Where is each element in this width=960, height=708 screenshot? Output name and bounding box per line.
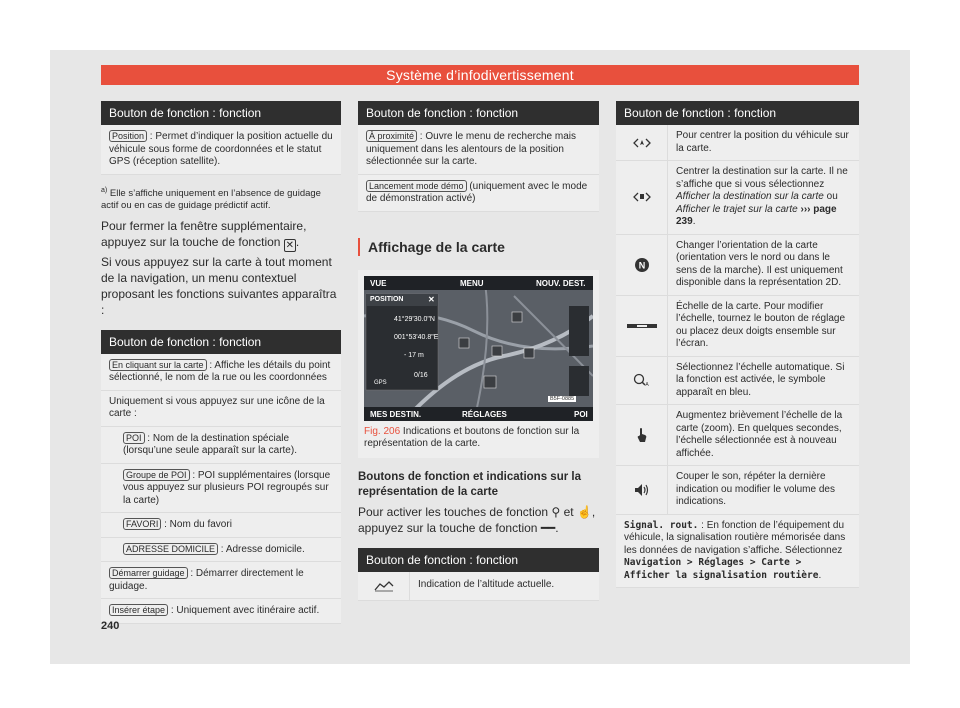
settings-button: RÉGLAGES <box>462 409 507 419</box>
paragraph-text: et <box>563 504 574 519</box>
menu-button: MENU <box>460 278 484 288</box>
table-header: Bouton de fonction : fonction <box>101 330 341 354</box>
table-row <box>358 175 599 212</box>
paragraph-text: Pour fermer la fenêtre supplémentaire, appuyez sur la touche de fonction <box>101 218 307 249</box>
longitude: 001°53'40.8"E <box>394 333 439 341</box>
table-header: Bouton de fonction : fonction <box>358 548 599 572</box>
row-text-part: ou <box>823 191 838 202</box>
row-text: Augmentez brièvement l’échelle de la carte (zoom). En quelques secondes, l’échelle sélectionnée est à nouveau affichée. <box>676 410 843 459</box>
paragraph <box>101 218 341 252</box>
road-signs-key: Signal. rout. <box>624 519 699 531</box>
caption-text: Indications et boutons de fonction sur la représentation de la carte. <box>364 425 580 449</box>
table-row <box>101 125 341 175</box>
table-row <box>616 405 859 466</box>
row-text: . <box>818 569 822 581</box>
zoom-icon <box>616 405 668 465</box>
paragraph-end: . <box>295 234 300 249</box>
row-text: : En fonction de l’équipement du véhicule, la signalisation routière mémorisée dans les données de navigation s’affiche. Sélectionnez <box>624 519 846 556</box>
table-row <box>616 357 859 406</box>
figure-number: Fig. 206 <box>364 425 401 437</box>
row-text: : Adresse domicile. <box>218 543 305 555</box>
row-text: : Nom du favori <box>161 519 232 531</box>
table-row <box>616 125 859 161</box>
key-hand-icon: ☝ <box>576 504 592 519</box>
chapter-header: Système d’infodivertissement <box>101 65 859 85</box>
row-text: : Nom de la destination spéciale (lorsqu’une seule apparaît sur la carte). <box>123 432 297 457</box>
menu-option: Afficher le trajet sur la carte <box>676 203 798 215</box>
table-row <box>616 515 859 589</box>
paragraph-text: Pour activer les touches de fonction <box>358 504 549 519</box>
row-text-part: . <box>692 216 696 227</box>
footnote-text: Elle s’affiche uniquement en l’absence de guidage actif ou en cas de guidage prédictif actif. <box>101 187 321 211</box>
altitude-icon <box>358 572 410 601</box>
favorite-tag: FAVORI <box>123 518 161 530</box>
row-text: Couper le son, répéter la dernière indication ou modifier le volume des indications. <box>676 471 835 507</box>
column-right <box>616 101 859 588</box>
menu-option: Afficher la destination sur la carte <box>676 191 824 202</box>
paragraph <box>358 504 599 536</box>
speaker-icon <box>616 466 668 514</box>
table-row <box>101 391 341 427</box>
row-text: Changer l’orientation de la carte (orientation vers le nord ou dans le sens de la marche). Il est uniquement disponible dans la représentation 2D. <box>676 239 843 288</box>
center-vehicle-icon <box>616 125 668 160</box>
paragraph-end: . <box>555 520 559 535</box>
latitude: 41°29'30.0"N <box>394 315 435 323</box>
column-middle <box>358 101 599 601</box>
row-text: : Uniquement avec itinéraire actif. <box>168 605 320 617</box>
table-row <box>101 464 341 514</box>
paragraph-text: , appuyez sur la touche de fonction <box>358 504 596 535</box>
table-row <box>358 125 599 175</box>
footnote <box>101 185 341 212</box>
row-text: Uniquement si vous appuyez sur une icône de la carte : <box>109 395 325 420</box>
popup-title: POSITION <box>370 295 404 303</box>
row-text <box>668 161 859 234</box>
scale-bar-icon <box>616 296 668 356</box>
table-row <box>616 161 859 235</box>
figure <box>358 270 599 458</box>
table-row <box>616 466 859 515</box>
figure-caption <box>364 426 593 450</box>
position-tag: Position <box>109 130 147 142</box>
gps-label: GPS <box>374 379 387 386</box>
row-text: : Affiche les détails du point sélectionné, le nom de la rue ou les coordonnées <box>109 359 331 384</box>
table-row <box>101 354 341 391</box>
svg-text:N: N <box>638 260 645 270</box>
row-text: : Ouvre le menu de recherche mais uniquement dans les alentours de la position sélectionnée sur la carte. <box>366 131 576 167</box>
nearby-tag: À proximité <box>366 130 417 142</box>
my-destinations-button: MES DESTIN. <box>370 409 422 419</box>
compass-north-icon <box>616 235 668 295</box>
paragraph: Si vous appuyez sur la carte à tout moment de la navigation, un menu contextuel proposant les fonctions suivantes apparaîtra : <box>101 254 337 317</box>
key-zoom-icon: ⚲ <box>551 504 561 519</box>
home-address-tag: ADRESSE DOMICILE <box>123 543 218 555</box>
table-row <box>101 562 341 599</box>
demo-mode-tag: Lancement mode démo <box>366 180 467 192</box>
column-left <box>101 101 341 624</box>
start-guidance-tag: Démarrer guidage <box>109 567 188 579</box>
new-destination-button: NOUV. DEST. <box>536 278 586 288</box>
row-text-part: Centrer la destination sur la carte. Il ne s’affiche que si vous sélectionnez <box>676 166 848 190</box>
poi-button: POI <box>574 409 588 419</box>
map-click-tag: En cliquant sur la carte <box>109 359 207 371</box>
auto-scale-icon <box>616 357 668 405</box>
table-row <box>101 599 341 624</box>
footnote-marker: a) <box>101 186 108 194</box>
key-scale-icon: ━━ <box>540 520 556 535</box>
svg-text:A: A <box>644 382 649 388</box>
table-row <box>101 538 341 563</box>
poi-group-tag: Groupe de POI <box>123 469 190 481</box>
page-number: 240 <box>101 620 120 632</box>
altitude: - 17 m <box>404 351 424 359</box>
row-text: : Démarrer directement le guidage. <box>109 568 304 592</box>
insert-stop-tag: Insérer étape <box>109 604 168 616</box>
view-button: VUE <box>370 278 387 288</box>
menu-path: Navigation > Réglages > Carte > Afficher la signalisation routière <box>624 557 819 581</box>
poi-tag: POI <box>123 432 145 444</box>
close-icon: ✕ <box>285 239 294 251</box>
row-text: : Permet d’indiquer la position actuelle du véhicule sous forme de coordonnées et le statut GPS (réception satellite). <box>109 131 333 167</box>
table-row <box>101 513 341 538</box>
row-text: Indication de l’altitude actuelle. <box>418 578 555 590</box>
center-destination-icon <box>616 161 668 234</box>
row-text: (uniquement avec le mode de démonstration activé) <box>366 180 588 204</box>
satellites: 0/16 <box>414 371 428 379</box>
row-text: Sélectionnez l’échelle automatique. Si la fonction est activée, le symbole apparaît en bleu. <box>676 361 845 398</box>
map-screen <box>364 276 593 421</box>
table-row <box>616 296 859 357</box>
row-text: : POI supplémentaires (lorsque vous appuyez sur plusieurs POI regroupés sur la carte) <box>123 469 331 506</box>
table-row <box>616 235 859 296</box>
table-header: Bouton de fonction : fonction <box>101 101 341 125</box>
table-header: Bouton de fonction : fonction <box>616 101 859 125</box>
table-row <box>101 427 341 464</box>
table-header: Bouton de fonction : fonction <box>358 101 599 125</box>
row-text: Pour centrer la position du véhicule sur la carte. <box>676 130 849 154</box>
subheading: Boutons de fonction et indications sur la représentation de la carte <box>358 470 581 498</box>
row-text: Échelle de la carte. Pour modifier l’échelle, tournez le bouton de réglage ou placez deux doigts ensemble sur l’écran. <box>676 300 846 349</box>
table-row <box>358 572 599 602</box>
section-title: Affichage de la carte <box>358 238 599 256</box>
popup-close-icon: ✕ <box>428 294 435 304</box>
figure-code: B5F-0885 <box>550 395 575 402</box>
page-reference: ››› page 239 <box>676 203 837 227</box>
